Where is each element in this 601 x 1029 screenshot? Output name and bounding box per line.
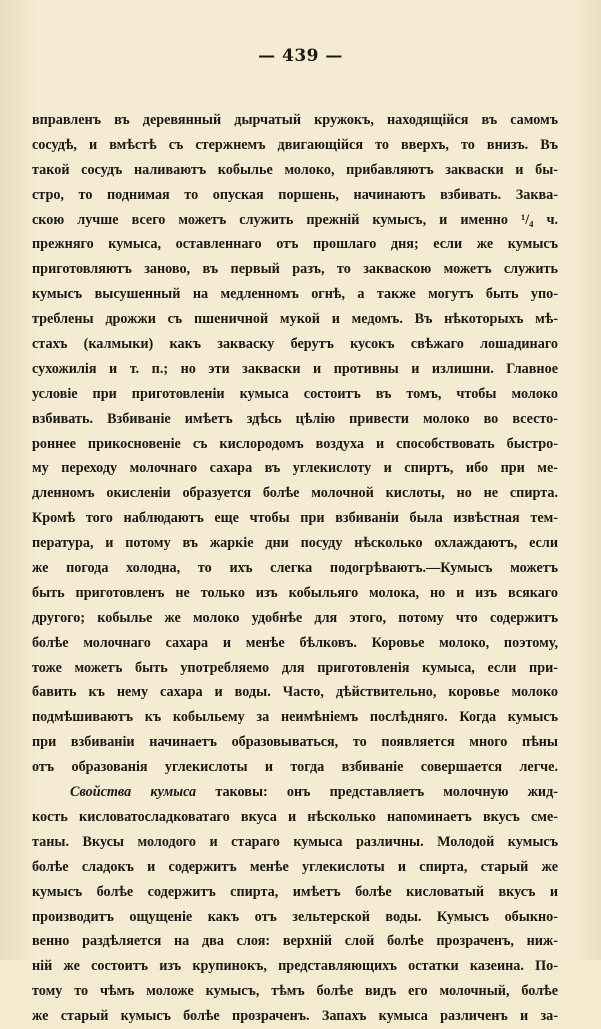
text-line: же погода холодна, то ихъ слегка подогрѣваютъ.—Кумысъ можетъ (32, 560, 558, 577)
text-line: венно раздѣляется на два слоя: верхній слой болѣе прозраченъ, ниж- (32, 933, 558, 950)
text-line: производитъ ощущеніе какъ отъ зельтерской воды. Кумысъ обыкно- (32, 908, 558, 925)
section-heading: Свойства кумыса (70, 784, 197, 801)
section-text: таковы: онъ представляетъ молочную жид- (196, 784, 558, 801)
text-line: роннее прикосновеніе съ кислородомъ воздуха и способствовать быстро- (32, 435, 558, 452)
text-line: приготовляютъ заново, въ первый разъ, то закваскою можетъ служить (32, 261, 558, 278)
text-line: болѣе молочнаго сахара и менѣе бѣлковъ. Коровье молоко, поэтому, (32, 634, 558, 651)
text-line: дленномъ окисленіи образуется болѣе молочной кислоты, но не спирта. (32, 485, 558, 502)
text-line: прежняго кумыса, оставленнаго отъ прошлаго дня; если же кумысъ (32, 236, 558, 253)
text-line: треблены дрожжи съ пшеничной мукой и медомъ. Въ нѣкоторыхъ мѣ- (32, 311, 558, 328)
text-line: Кромѣ того наблюдаютъ еще чтобы при взбиваніи была извѣстная тем- (32, 510, 558, 527)
text-line: отъ образованія углекислоты и тогда взбиваніе совершается легче. (32, 759, 558, 776)
text-line: стро, то поднимая то опуская поршень, начинаютъ взбивать. Заква- (32, 186, 558, 203)
section-line (32, 780, 558, 805)
text-line: сосудѣ, и вмѣстѣ съ стержнемъ двигающійся то вверхъ, то внизъ. Въ (32, 136, 558, 153)
text-line: ній же состоитъ изъ крупинокъ, представляющихъ остатки казеина. По- (32, 958, 558, 975)
text-line: болѣе сладокъ и содержитъ менѣе углекислоты и спирта, старый же (32, 858, 558, 875)
text-line: пература, и потому въ жаркіе дни посуду нѣсколько охлаждаютъ, если (32, 535, 558, 552)
text-line: тому то чѣмъ моложе кумысъ, тѣмъ болѣе видъ его молочный, болѣе (32, 983, 558, 1000)
text-line: кость кисловатосладковатаго вкуса и нѣсколько напоминаетъ вкусъ сме- (32, 808, 558, 825)
text-line: при взбиваніи начинаетъ образовываться, то появляется много пѣны (32, 734, 558, 751)
text-line: условіе при приготовленіи кумыса состоитъ въ томъ, чтобы молоко (32, 385, 558, 402)
text-line: скою лучше всего можетъ служить прежній кумысъ, и именно ¹/₄ ч. (32, 211, 558, 228)
text-line: му переходу молочнаго сахара въ углекислоту и спиртъ, ибо при ме- (32, 460, 558, 477)
text-line: кумысъ высушенный на медленномъ огнѣ, а также могутъ быть упо- (32, 286, 558, 303)
text-line: вправленъ въ деревянный дырчатый кружокъ, находящійся въ самомъ (32, 112, 558, 128)
text-line: взбивать. Взбиваніе имѣетъ здѣсь цѣлію привести молоко во всесто- (32, 410, 558, 427)
text-line: быть приготовленъ не только изъ кобыльяго молока, но и изъ всякаго (32, 584, 558, 601)
text-line: другого; кобылье же молоко удобнѣе для этого, потому что содержитъ (32, 609, 558, 626)
text-line: таны. Вкусы молодого и стараго кумыса различны. Молодой кумысъ (32, 833, 558, 850)
text-line: сухожилія и т. п.; но эти закваски и противны и излишни. Главное (32, 360, 558, 377)
text-line: же старый кумысъ болѣе прозраченъ. Запахъ кумыса различенъ и за- (32, 1008, 558, 1025)
text-line: тоже можетъ быть употребляемо для приготовленія кумыса, если при- (32, 659, 558, 676)
body-text (32, 108, 558, 1029)
text-line: подмѣшиваютъ къ кобыльему за неимѣніемъ послѣдняго. Когда кумысъ (32, 709, 558, 726)
page-number: — 439 — (258, 46, 343, 66)
text-line: кумысъ болѣе содержитъ спирта, имѣетъ болѣе кисловатый вкусъ и (32, 883, 558, 900)
text-line: такой сосудъ наливаютъ кобылье молоко, прибавляютъ закваски и бы- (32, 161, 558, 178)
text-line: бавить къ нему сахара и воды. Часто, дѣйствительно, коровье молоко (32, 684, 558, 701)
text-line: стахъ (калмыки) какъ закваску берутъ кусокъ свѣжаго лошадинаго (32, 336, 558, 353)
